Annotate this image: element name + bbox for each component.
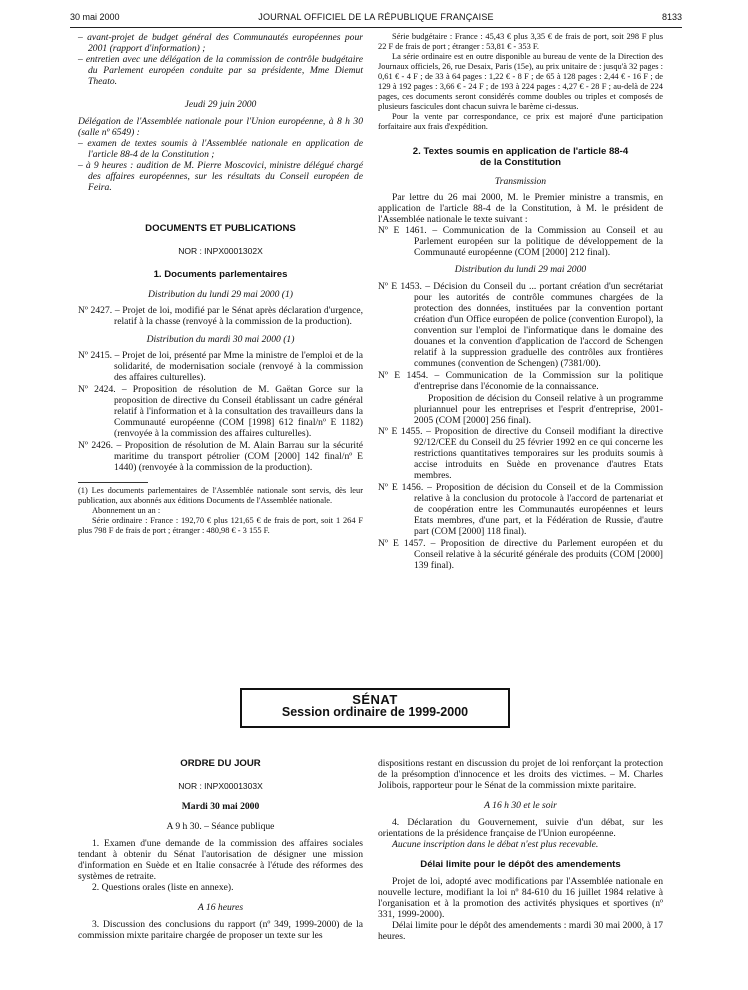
senat-session: Session ordinaire de 1999-2000 [281,705,469,719]
distribution-heading: Distribution du lundi 29 mai 2000 (1) [148,289,293,300]
journal-title: JOURNAL OFFICIEL DE LA RÉPUBLIQUE FRANÇAISE [258,12,494,22]
transmission-heading: Transmission [494,176,547,187]
delegation-text: Délégation de l'Assemblée nationale pour l'Union européenne, à 8 h 30 (salle nº 6549) : [78,116,363,138]
price-paragraph: Série budgétaire : France : 45,43 € plus 3,35 € de frais de port, soit 298 F plus 22 F de frais de port ; étranger : 53,81 € - 353 F. [378,32,663,51]
day-heading: Jeudi 29 juin 2000 [184,99,257,110]
left-column-bottom [78,758,363,941]
day-heading: Mardi 30 mai 2000 [181,801,260,812]
header-date: 30 mai 2000 [70,12,120,22]
document-entry: Nº E 1457. – Proposition de directive du Parlement européen et du Conseil relative à la sécurité générale des produits (COM [2000] 139 final). [378,538,663,571]
document-entry: Nº E 1461. – Communication de la Commission au Conseil et au Parlement européen sur la politique de développement de la Communauté européenne (COM [2000] 212 final). [378,225,663,258]
agenda-item: Délai limite pour le dépôt des amendements : mardi 30 mai 2000, à 17 heures. [378,920,663,942]
time-heading: A 16 heures [197,902,244,913]
footnote: Abonnement un an : [92,506,161,515]
ordre-du-jour-title: ORDRE DU JOUR [180,758,261,769]
agenda-item: 3. Discussion des conclusions du rapport (nº 349, 1999-2000) de la commission mixte paritaire chargée de proposer un texte sur les [78,919,363,941]
docs-title: DOCUMENTS ET PUBLICATIONS [145,223,296,234]
page-header [70,12,682,26]
document-entry: Nº 2426. – Proposition de résolution de M. Alain Barrau sur la sécurité maritime du transport pétrolier (COM [2000] 142 final/nº E 1440) (renvoyée à la commission de la production). [78,440,363,473]
page-number: 8133 [661,12,682,22]
senat-title: SÉNAT [352,692,398,707]
subsection-title: 1. Documents parlementaires [153,269,288,280]
header-rule [70,27,682,28]
list-item: – à 9 heures : audition de M. Pierre Moscovici, ministre délégué chargé des affaires européennes, sur les résultats du Conseil européen de Feira. [78,160,363,193]
time-heading: A 9 h 30. – Séance publique [166,821,275,832]
footnote-rule [78,482,148,483]
agenda-item: 2. Questions orales (liste en annexe). [92,882,234,893]
document-entry: Nº 2427. – Projet de loi, modifié par le Sénat après déclaration d'urgence, relatif à la chasse (renvoyé à la commission de la production). [78,305,364,327]
document-entry: Nº E 1455. – Proposition de directive du Conseil modifiant la directive 92/12/CEE du Conseil du 25 février 1992 en ce qui concerne les restrictions quantitatives temporaires sur les produits soumis à accise introduits en Suède en provenance d'autres Etats membres. [378,426,663,481]
left-column-top [78,32,363,536]
subsection-title: 2. Textes soumis en application de l'article 88-4 de la Constitution [412,146,629,168]
list-item: – avant-projet de budget général des Communautés européennes pour 2001 (rapport d'information) ; [78,32,363,54]
document-entry: Nº E 1454. – Communication de la Commission sur la politique d'entreprise dans l'économie de la connaissance. [378,370,664,392]
nor-reference: NOR : INPX0001302X [178,246,263,256]
price-paragraph: La série ordinaire est en outre disponible au bureau de vente de la Direction des Journaux officiels, 26, rue Desaix, Paris (15e), au prix unitaire de : jusqu'à 32 pages : 0,61 € - 4 F ; de 33 à 64 pages : 1,22 € - 8 F ; de 65 à 128 pages : 2,44 € - 16 F ; de 129 à 192 pages : 3,66 € - 24 F ; de 193 à 224 pages : 4,27 € - 28 F ; au-delà de 224 pages, ces documents seront considérés comme doubles ou triples et composés de plusieurs fascicules dont chacun suivra le barème ci-dessus. [378,52,663,111]
document-entry: Nº 2415. – Projet de loi, présenté par Mme la ministre de l'emploi et de la solidarité, de modernisation sociale (renvoyé à la commission des affaires culturelles). [78,350,363,383]
agenda-item: 1. Examen d'une demande de la commission des affaires sociales tendant à obtenir du Sénat l'autorisation de désigner une mission d'information en Suède et en Italie consacrée à l'étude des réformes des systèmes de retraite. [78,838,363,882]
footnote: (1) Les documents parlementaires de l'Assemblée nationale sont servis, dès leur publication, aux abonnés aux éditions Documents de l'Assemblée nationale. [78,486,363,505]
price-paragraph: Pour la vente par correspondance, ce prix est majoré d'une participation forfaitaire aux frais d'expédition. [378,112,663,131]
agenda-item: Projet de loi, adopté avec modifications par l'Assemblée nationale en nouvelle lecture, modifiant la loi nº 84-610 du 16 juillet 1984 relative à l'organisation et à la promotion des activités physiques et sportives (nº 331, 1999-2000). [378,876,663,920]
senat-banner [240,688,510,728]
list-item: – examen de textes soumis à l'Assemblée nationale en application de l'article 88-4 de la Constitution ; [78,138,363,160]
right-column-bottom [378,758,663,942]
agenda-item: 4. Déclaration du Gouvernement, suivie d'un débat, sur les orientations de la présidence française de l'Union européenne. [378,817,663,839]
subsection-title: Délai limite pour le dépôt des amendements [420,859,621,870]
agenda-note: Aucune inscription dans le débat n'est plus recevable. [392,839,599,850]
right-column-top [378,32,663,572]
transmission-text: Par lettre du 26 mai 2000, M. le Premier ministre a transmis, en application de l'article 88-4 de la Constitution, à M. le président de l'Assemblée nationale le texte suivant : [378,192,663,225]
document-entry: Nº E 1456. – Proposition de décision du Conseil et de la Commission relative à la conclusion du protocole à l'accord de partenariat et de coopération entre les Communautés européennes et leurs Etats membres, d'une part, et la Fédération de Russie, d'autre part (COM [2000] 118 final). [378,482,663,537]
document-entry: Nº 2424. – Proposition de résolution de M. Gaëtan Gorce sur la proposition de directive du Conseil établissant un cadre général relatif à l'information et à la consultation des travailleurs dans la Communauté européenne (COM [1998] 612 final/nº E 1182) (renvoyée à la commission des affaires culturelles). [78,384,363,439]
time-heading: A 16 h 30 et le soir [484,800,557,811]
distribution-heading: Distribution du lundi 29 mai 2000 [454,264,587,275]
distribution-heading: Distribution du mardi 30 mai 2000 (1) [146,334,295,345]
nor-reference: NOR : INPX0001303X [178,781,263,791]
document-entry-continuation: Proposition de décision du Conseil relative à un programme pluriannuel pour les entreprises et l'esprit d'entreprise, 2001-2005 (COM [2000] 256 final). [414,393,663,426]
list-item: – entretien avec une délégation de la commission de contrôle budgétaire du Parlement européen conduite par sa présidente, Mme Diemut Theato. [78,54,363,87]
footnote: Série ordinaire : France : 192,70 € plus 121,65 € de frais de port, soit 1 264 F plus 798 F de frais de port ; étranger : 480,98 € - 3 155 F. [78,516,363,535]
agenda-item: dispositions restant en discussion du projet de loi renforçant la protection de la présomption d'innocence et les droits des victimes. – M. Charles Jolibois, rapporteur pour le Sénat de la commission mixte paritaire. [378,758,663,791]
document-entry: Nº E 1453. – Décision du Conseil du ... portant création d'un secrétariat pour les autorités de contrôle communes chargées de la protection des données, instituées par la convention portant création d'un Office européen de police (convention Europol), la convention sur l'emploi de l'informatique dans le domaine des douanes et la convention d'application de l'accord de Schengen relatif à la suppression graduelle des contrôles aux frontières communes (convention de Schengen) (7381/00). [378,281,663,369]
